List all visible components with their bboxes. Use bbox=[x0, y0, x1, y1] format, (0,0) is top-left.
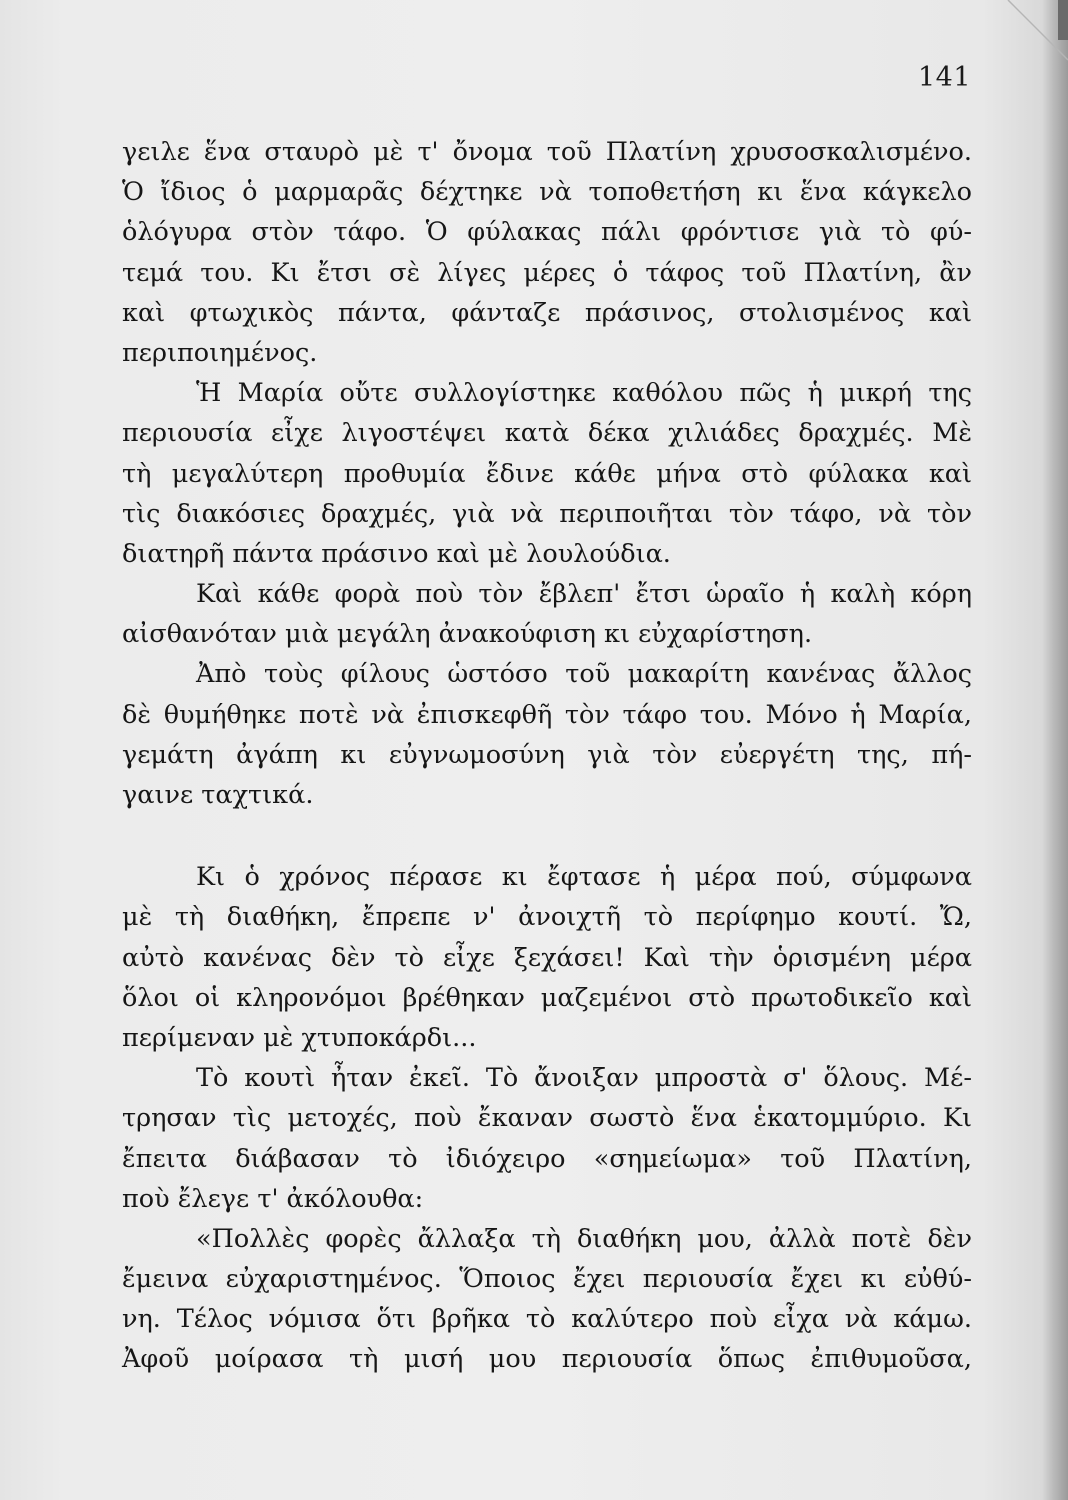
text-line: ὅλοι οἱ κληρονόμοι βρέθηκαν μαζεμένοι στὸ πρωτοδικεῖο καὶ bbox=[122, 982, 972, 1013]
text-line: Καὶ κάθε φορὰ ποὺ τὸν ἔβλεπ' ἔτσι ὡραῖο ἡ καλὴ κόρη bbox=[196, 579, 972, 610]
text-line: τὶς διακόσιες δραχμές, γιὰ νὰ περιποιῆται τὸν τάφο, νὰ τὸν bbox=[122, 498, 972, 529]
text-line: Ὁ ἴδιος ὁ μαρμαρᾶς δέχτηκε νὰ τοποθετήση κι ἕνα κάγκελο bbox=[122, 177, 972, 208]
text-line: τὴ μεγαλύτερη προθυμία ἔδινε κάθε μήνα στὸ φύλακα καὶ bbox=[122, 458, 972, 489]
text-line: ποὺ ἔλεγε τ' ἀκόλουθα: bbox=[122, 1183, 424, 1214]
text-line: περίμεναν μὲ χτυποκάρδι... bbox=[122, 1022, 477, 1053]
section-gap bbox=[122, 815, 972, 857]
text-line: αἰσθανόταν μιὰ μεγάλη ἀνακούφιση κι εὐχαρίστηση. bbox=[122, 619, 813, 650]
text-line: αὐτὸ κανένας δὲν τὸ εἶχε ξεχάσει! Καὶ τὴν ὁρισμένη μέρα bbox=[122, 942, 972, 973]
text-line: τρησαν τὶς μετοχές, ποὺ ἔκαναν σωστὸ ἕνα ἑκατομμύριο. Κι bbox=[122, 1103, 972, 1134]
text-line: «Πολλὲς φορὲς ἄλλαξα τὴ διαθήκη μου, ἀλλὰ ποτὲ δὲν bbox=[196, 1223, 972, 1254]
text-line: Τὸ κουτὶ ἦταν ἐκεῖ. Τὸ ἄνοιξαν μπροστὰ σ' ὅλους. Μέ- bbox=[196, 1063, 972, 1094]
text-line: ὁλόγυρα στὸν τάφο. Ὁ φύλακας πάλι φρόντισε γιὰ τὸ φύ- bbox=[122, 217, 972, 248]
page-number: 141 bbox=[918, 62, 972, 93]
text-line: ἔμεινα εὐχαριστημένος. Ὅποιος ἔχει περιουσία ἔχει κι εὐθύ- bbox=[122, 1264, 972, 1295]
text-line: Ἡ Μαρία οὔτε συλλογίστηκε καθόλου πῶς ἡ μικρή της bbox=[196, 378, 972, 409]
body-text bbox=[122, 132, 972, 1380]
text-line: μὲ τὴ διαθήκη, ἔπρεπε ν' ἀνοιχτῆ τὸ περίφημο κουτί. Ὤ, bbox=[122, 902, 972, 933]
text-line: Κι ὁ χρόνος πέρασε κι ἔφτασε ἡ μέρα πού, σύμφωνα bbox=[196, 862, 972, 893]
text-line: ἔπειτα διάβασαν τὸ ἰδιόχειρο «σημείωμα» τοῦ Πλατίνη, bbox=[122, 1143, 972, 1174]
text-line: Ἀπὸ τοὺς φίλους ὡστόσο τοῦ μακαρίτη κανένας ἄλλος bbox=[196, 659, 972, 690]
text-line: γεμάτη ἀγάπη κι εὐγνωμοσύνη γιὰ τὸν εὐεργέτη της, πή- bbox=[122, 739, 972, 770]
text-line: γαινε ταχτικά. bbox=[122, 780, 314, 810]
text-line: Ἀφοῦ μοίρασα τὴ μισή μου περιουσία ὅπως ἐπιθυμοῦσα, bbox=[122, 1344, 972, 1375]
text-line: περιουσία εἶχε λιγοστέψει κατὰ δέκα χιλιάδες δραχμές. Μὲ bbox=[122, 418, 972, 449]
text-line: γειλε ἕνα σταυρὸ μὲ τ' ὄνομα τοῦ Πλατίνη χρυσοσκαλισμένο. bbox=[122, 137, 972, 167]
text-line: τεμά του. Κι ἔτσι σὲ λίγες μέρες ὁ τάφος τοῦ Πλατίνη, ἂν bbox=[122, 257, 972, 288]
text-line: δὲ θυμήθηκε ποτὲ νὰ ἐπισκεφθῆ τὸν τάφο του. Μόνο ἡ Μαρία, bbox=[122, 699, 972, 730]
text-line: καὶ φτωχικὸς πάντα, φάνταζε πράσινος, στολισμένος καὶ bbox=[122, 297, 972, 328]
corner-fold-decoration bbox=[948, 0, 1068, 120]
text-line: περιποιημένος. bbox=[122, 337, 318, 368]
page-edge-shadow bbox=[1042, 0, 1068, 1500]
text-line: νη. Τέλος νόμισα ὅτι βρῆκα τὸ καλύτερο ποὺ εἶχα νὰ κάμω. bbox=[122, 1304, 972, 1335]
text-line: διατηρῆ πάντα πράσινο καὶ μὲ λουλούδια. bbox=[122, 538, 671, 569]
